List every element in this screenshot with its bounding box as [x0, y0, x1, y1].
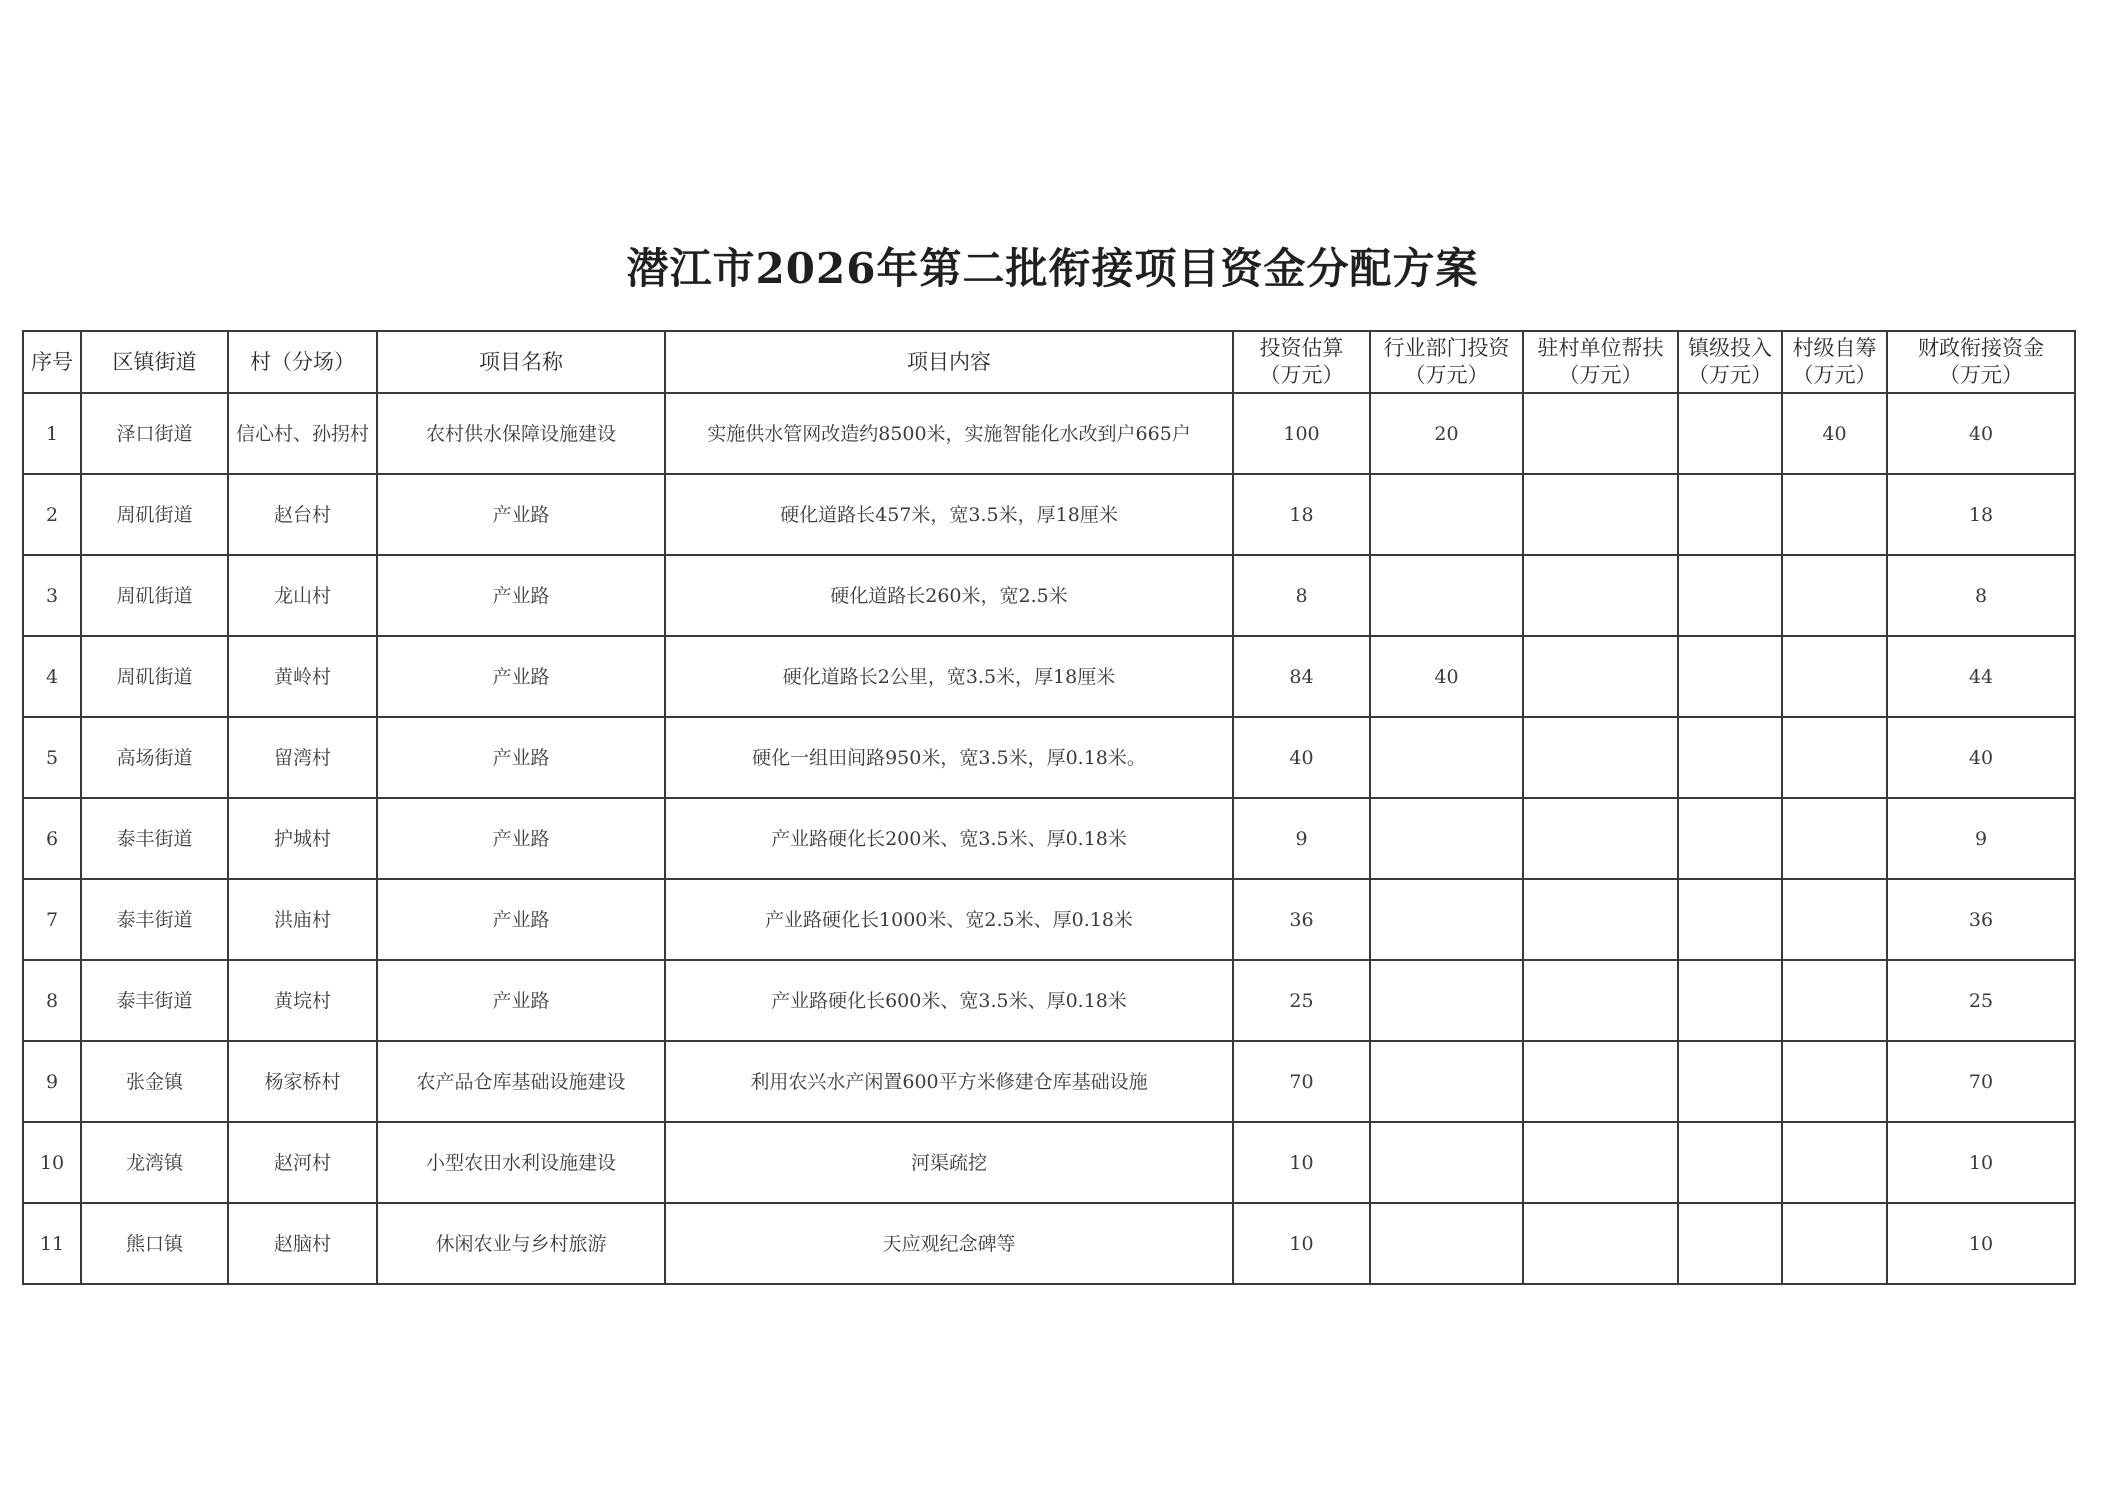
cell-project-name: 产业路 [377, 798, 665, 879]
cell-content: 天应观纪念碑等 [665, 1203, 1233, 1284]
header-finance-fund-line2: （万元） [1939, 363, 2023, 387]
cell-town-invest [1678, 555, 1782, 636]
cell-district: 熊口镇 [81, 1203, 228, 1284]
cell-finance-fund: 10 [1887, 1122, 2075, 1203]
table-row [23, 717, 2075, 798]
table-row [23, 1041, 2075, 1122]
cell-village: 龙山村 [228, 555, 377, 636]
cell-village: 留湾村 [228, 717, 377, 798]
header-seq: 序号 [23, 331, 81, 393]
cell-unit-aid [1523, 1203, 1678, 1284]
table-row [23, 393, 2075, 474]
cell-village: 洪庙村 [228, 879, 377, 960]
cell-project-name: 产业路 [377, 879, 665, 960]
cell-seq: 6 [23, 798, 81, 879]
cell-finance-fund: 9 [1887, 798, 2075, 879]
cell-village-self [1782, 960, 1887, 1041]
header-town-invest-line1: 镇级投入 [1688, 336, 1772, 360]
cell-content: 产业路硬化长200米、宽3.5米、厚0.18米 [665, 798, 1233, 879]
cell-finance-fund: 40 [1887, 393, 2075, 474]
cell-industry-invest [1370, 798, 1523, 879]
table-row [23, 555, 2075, 636]
cell-industry-invest [1370, 717, 1523, 798]
cell-seq: 2 [23, 474, 81, 555]
cell-unit-aid [1523, 717, 1678, 798]
header-village-self [1782, 331, 1887, 393]
cell-seq: 4 [23, 636, 81, 717]
cell-finance-fund: 44 [1887, 636, 2075, 717]
cell-unit-aid [1523, 1041, 1678, 1122]
cell-village: 黄垸村 [228, 960, 377, 1041]
cell-content: 河渠疏挖 [665, 1122, 1233, 1203]
cell-invest-estimate: 10 [1233, 1122, 1370, 1203]
cell-content: 硬化道路长457米，宽3.5米，厚18厘米 [665, 474, 1233, 555]
cell-invest-estimate: 10 [1233, 1203, 1370, 1284]
cell-industry-invest [1370, 960, 1523, 1041]
cell-town-invest [1678, 393, 1782, 474]
header-unit-aid-line2: （万元） [1558, 363, 1643, 387]
cell-industry-invest [1370, 555, 1523, 636]
cell-town-invest [1678, 798, 1782, 879]
cell-seq: 3 [23, 555, 81, 636]
cell-village-self [1782, 879, 1887, 960]
cell-project-name: 农村供水保障设施建设 [377, 393, 665, 474]
cell-town-invest [1678, 960, 1782, 1041]
header-village-self-line2: （万元） [1792, 363, 1877, 387]
cell-town-invest [1678, 474, 1782, 555]
cell-unit-aid [1523, 798, 1678, 879]
header-content: 项目内容 [665, 331, 1233, 393]
header-town-invest-line2: （万元） [1688, 363, 1772, 387]
header-project-name: 项目名称 [377, 331, 665, 393]
table-row [23, 1122, 2075, 1203]
cell-project-name: 产业路 [377, 717, 665, 798]
cell-content: 实施供水管网改造约8500米，实施智能化水改到户665户 [665, 393, 1233, 474]
header-industry-invest-line2: （万元） [1404, 363, 1489, 387]
cell-invest-estimate: 25 [1233, 960, 1370, 1041]
cell-unit-aid [1523, 1122, 1678, 1203]
cell-industry-invest: 40 [1370, 636, 1523, 717]
cell-village-self [1782, 555, 1887, 636]
cell-invest-estimate: 40 [1233, 717, 1370, 798]
cell-unit-aid [1523, 960, 1678, 1041]
cell-finance-fund: 18 [1887, 474, 2075, 555]
cell-district: 高场街道 [81, 717, 228, 798]
header-unit-aid-line1: 驻村单位帮扶 [1537, 336, 1664, 360]
header-industry-invest [1370, 331, 1523, 393]
cell-unit-aid [1523, 393, 1678, 474]
cell-district: 周矶街道 [81, 474, 228, 555]
cell-seq: 1 [23, 393, 81, 474]
cell-town-invest [1678, 1041, 1782, 1122]
cell-seq: 10 [23, 1122, 81, 1203]
cell-invest-estimate: 84 [1233, 636, 1370, 717]
cell-village-self [1782, 717, 1887, 798]
table-row [23, 474, 2075, 555]
cell-seq: 11 [23, 1203, 81, 1284]
table-row [23, 636, 2075, 717]
cell-finance-fund: 10 [1887, 1203, 2075, 1284]
cell-seq: 5 [23, 717, 81, 798]
cell-invest-estimate: 8 [1233, 555, 1370, 636]
cell-invest-estimate: 9 [1233, 798, 1370, 879]
cell-district: 泰丰街道 [81, 960, 228, 1041]
cell-content: 硬化一组田间路950米，宽3.5米，厚0.18米。 [665, 717, 1233, 798]
cell-village: 赵台村 [228, 474, 377, 555]
cell-village-self [1782, 1122, 1887, 1203]
cell-invest-estimate: 18 [1233, 474, 1370, 555]
cell-content: 硬化道路长2公里，宽3.5米，厚18厘米 [665, 636, 1233, 717]
cell-district: 泰丰街道 [81, 798, 228, 879]
cell-invest-estimate: 70 [1233, 1041, 1370, 1122]
cell-invest-estimate: 100 [1233, 393, 1370, 474]
cell-industry-invest [1370, 474, 1523, 555]
cell-town-invest [1678, 1122, 1782, 1203]
cell-village: 赵脑村 [228, 1203, 377, 1284]
cell-seq: 9 [23, 1041, 81, 1122]
header-town-invest [1678, 331, 1782, 393]
header-industry-invest-line1: 行业部门投资 [1383, 336, 1510, 360]
cell-content: 利用农兴水产闲置600平方米修建仓库基础设施 [665, 1041, 1233, 1122]
cell-seq: 8 [23, 960, 81, 1041]
cell-industry-invest [1370, 1041, 1523, 1122]
cell-industry-invest: 20 [1370, 393, 1523, 474]
cell-village-self [1782, 1203, 1887, 1284]
header-village-self-line1: 村级自筹 [1792, 336, 1877, 360]
cell-unit-aid [1523, 555, 1678, 636]
cell-district: 泽口街道 [81, 393, 228, 474]
cell-project-name: 小型农田水利设施建设 [377, 1122, 665, 1203]
cell-finance-fund: 36 [1887, 879, 2075, 960]
cell-invest-estimate: 36 [1233, 879, 1370, 960]
cell-unit-aid [1523, 879, 1678, 960]
cell-unit-aid [1523, 474, 1678, 555]
cell-content: 硬化道路长260米，宽2.5米 [665, 555, 1233, 636]
cell-district: 龙湾镇 [81, 1122, 228, 1203]
table-row [23, 1203, 2075, 1284]
cell-village-self [1782, 636, 1887, 717]
cell-town-invest [1678, 879, 1782, 960]
cell-village: 杨家桥村 [228, 1041, 377, 1122]
header-finance-fund [1887, 331, 2075, 393]
cell-finance-fund: 40 [1887, 717, 2075, 798]
cell-seq: 7 [23, 879, 81, 960]
cell-content: 产业路硬化长600米、宽3.5米、厚0.18米 [665, 960, 1233, 1041]
header-finance-fund-line1: 财政衔接资金 [1918, 336, 2044, 360]
cell-project-name: 产业路 [377, 636, 665, 717]
cell-project-name: 产业路 [377, 474, 665, 555]
cell-finance-fund: 70 [1887, 1041, 2075, 1122]
cell-village-self: 40 [1782, 393, 1887, 474]
allocation-table [22, 330, 2076, 1285]
header-village: 村（分场） [228, 331, 377, 393]
cell-industry-invest [1370, 879, 1523, 960]
header-invest-estimate [1233, 331, 1370, 393]
table-body [23, 393, 2075, 1284]
allocation-table-container [22, 330, 2074, 1285]
cell-project-name: 产业路 [377, 555, 665, 636]
cell-village: 信心村、孙拐村 [228, 393, 377, 474]
cell-village-self [1782, 474, 1887, 555]
cell-village: 护城村 [228, 798, 377, 879]
cell-project-name: 休闲农业与乡村旅游 [377, 1203, 665, 1284]
cell-unit-aid [1523, 636, 1678, 717]
table-header-row [23, 331, 2075, 393]
header-invest-estimate-line2: （万元） [1259, 363, 1344, 387]
cell-project-name: 农产品仓库基础设施建设 [377, 1041, 665, 1122]
cell-finance-fund: 8 [1887, 555, 2075, 636]
cell-district: 张金镇 [81, 1041, 228, 1122]
table-row [23, 879, 2075, 960]
cell-content: 产业路硬化长1000米、宽2.5米、厚0.18米 [665, 879, 1233, 960]
cell-village: 赵河村 [228, 1122, 377, 1203]
cell-district: 周矶街道 [81, 636, 228, 717]
cell-finance-fund: 25 [1887, 960, 2075, 1041]
table-row [23, 960, 2075, 1041]
cell-town-invest [1678, 636, 1782, 717]
cell-town-invest [1678, 1203, 1782, 1284]
header-district: 区镇街道 [81, 331, 228, 393]
header-unit-aid [1523, 331, 1678, 393]
cell-project-name: 产业路 [377, 960, 665, 1041]
page-title: 潜江市2026年第二批衔接项目资金分配方案 [626, 244, 1479, 293]
cell-industry-invest [1370, 1203, 1523, 1284]
cell-district: 周矶街道 [81, 555, 228, 636]
cell-village: 黄岭村 [228, 636, 377, 717]
cell-industry-invest [1370, 1122, 1523, 1203]
cell-town-invest [1678, 717, 1782, 798]
cell-village-self [1782, 798, 1887, 879]
table-row [23, 798, 2075, 879]
cell-village-self [1782, 1041, 1887, 1122]
header-invest-estimate-line1: 投资估算 [1259, 336, 1344, 360]
cell-district: 泰丰街道 [81, 879, 228, 960]
